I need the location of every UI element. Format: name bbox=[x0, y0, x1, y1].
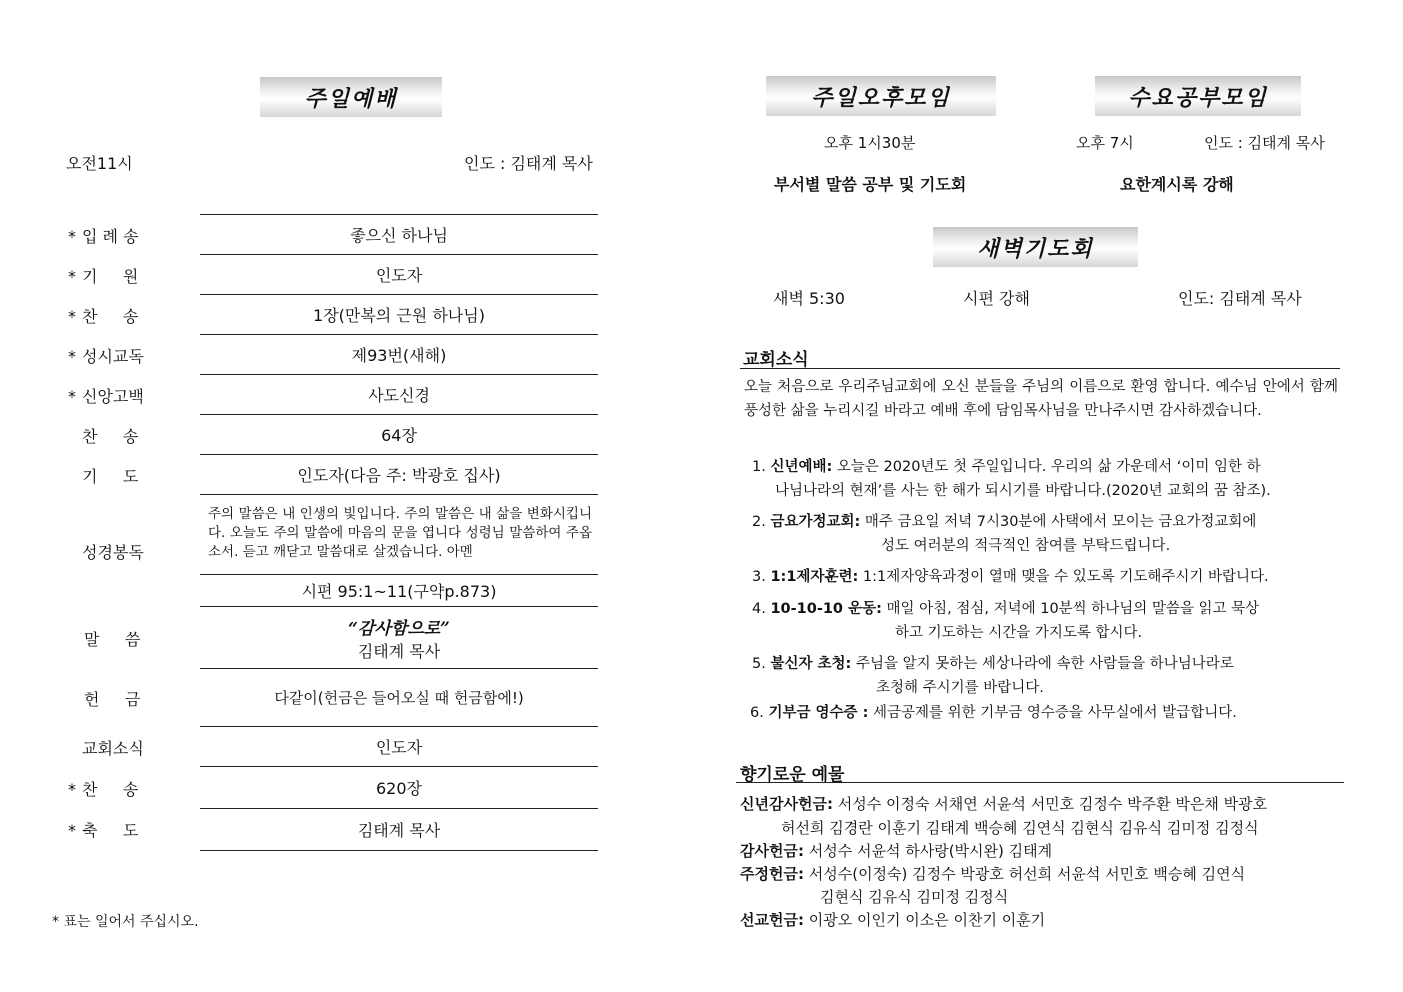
service-value: 좋으신 하나님 bbox=[350, 226, 448, 245]
service-value: 인도자 bbox=[375, 266, 423, 285]
closing-hymn-row bbox=[200, 766, 598, 808]
sunday-worship-banner: 주일예배 bbox=[260, 77, 442, 117]
worship-time: 오전11시 bbox=[66, 154, 133, 173]
service-value: 1장(만복의 근원 하나님) bbox=[313, 306, 485, 325]
weekly-offering: 주정헌금: 서성수(이정숙) 김정수 박광호 허선희 서윤석 서민호 백승혜 김연식 bbox=[740, 865, 1246, 883]
church-news-intro: 오늘 처음으로 우리주님교회에 오신 분들을 주님의 이름으로 환영 합니다. 예수님 안에서 함께 풍성한 삶을 누리시길 바라고 예배 후에 담임목사님을 만나주시면 감사하겠습니다. bbox=[744, 379, 1338, 419]
service-row bbox=[200, 214, 598, 254]
benediction-value: 김태계 목사 bbox=[357, 821, 441, 840]
reading-prayer-text: 주의 말씀은 내 인생의 빛입니다. 주의 말씀은 내 삶을 변화시킵니다. 오늘도 주의 말씀에 마음의 문을 엽니다 성령님 말씀하여 주옵소서. 듣고 깨닫고 말씀대로 살겠습니다. 아멘 bbox=[208, 506, 592, 560]
service-row bbox=[200, 414, 598, 454]
service-label: 기 도 bbox=[82, 467, 139, 486]
closing-hymn-value: 620장 bbox=[376, 779, 422, 798]
sunday-afternoon-banner: 주일오후모임 bbox=[766, 76, 996, 116]
standing-footnote: * 표는 일어서 주십시오. bbox=[52, 914, 199, 930]
sermon-title: “감사함으로” bbox=[348, 618, 450, 639]
weekly-offering-continued: 김현식 김유식 김미정 김정식 bbox=[820, 888, 1009, 906]
news-item: 1. 신년예배: 오늘은 2020년도 첫 주일입니다. 우리의 삶 가운데서 ‘이미 임한 하 bbox=[752, 459, 1261, 475]
news-value: 인도자 bbox=[375, 738, 423, 757]
wednesday-leader: 인도 : 김태계 목사 bbox=[1204, 134, 1325, 152]
news-item: 4. 10-10-10 운동: 매일 아침, 점심, 저녁에 10분씩 하나님의 말씀을 읽고 묵상 bbox=[752, 601, 1260, 617]
news-item-continued: 초청해 주시기를 바랍니다. bbox=[876, 680, 1044, 696]
thanks-offering: 감사헌금: 서성수 서윤석 하사랑(박시완) 김태계 bbox=[740, 842, 1053, 860]
news-item: 6. 기부금 영수증 : 세금공제를 위한 기부금 영수증을 사무실에서 발급합니다. bbox=[750, 705, 1237, 721]
reading-ref-row bbox=[200, 574, 598, 606]
dawn-time: 새벽 5:30 bbox=[773, 289, 845, 308]
new-year-offering: 신년감사헌금: 서성수 이정숙 서채연 서윤석 서민호 김정수 박주환 박은채 박광호 bbox=[740, 795, 1268, 813]
service-value: 인도자(다음 주: 박광호 집사) bbox=[297, 466, 501, 485]
service-value: 제93번(새해) bbox=[351, 346, 447, 365]
church-news-title: 교회소식 bbox=[743, 350, 809, 370]
sermon-label: 말 씀 bbox=[84, 630, 141, 649]
benediction-row bbox=[200, 808, 598, 850]
afternoon-time: 오후 1시30분 bbox=[824, 134, 916, 152]
wednesday-desc: 요한계시록 강해 bbox=[1120, 175, 1234, 194]
wednesday-time: 오후 7시 bbox=[1076, 134, 1134, 152]
dawn-prayer-banner: 새벽기도회 bbox=[933, 227, 1138, 267]
service-label: * 성시교독 bbox=[68, 347, 144, 366]
sermon-preacher: 김태계 목사 bbox=[357, 641, 441, 661]
news-item-continued: 나님나라의 현재’를 사는 한 해가 되시기를 바랍니다.(2020년 교회의 꿈 참조). bbox=[775, 483, 1271, 499]
news-row bbox=[200, 726, 598, 766]
offering-value: 다같이(헌금은 들어오실 때 헌금함에!) bbox=[274, 689, 524, 707]
news-item-continued: 하고 기도하는 시간을 가지도록 합시다. bbox=[895, 625, 1143, 641]
wednesday-study-banner: 수요공부모임 bbox=[1095, 76, 1301, 116]
service-label: * 찬 송 bbox=[68, 307, 139, 326]
worship-leader: 인도 : 김태계 목사 bbox=[464, 154, 593, 173]
reading-reference: 시편 95:1~11(구약p.873) bbox=[301, 582, 497, 601]
offerings-rule bbox=[736, 782, 1344, 783]
service-label: 찬 송 bbox=[82, 427, 139, 446]
offering-row bbox=[200, 668, 598, 726]
service-label: * 기 원 bbox=[68, 267, 139, 286]
service-row bbox=[200, 254, 598, 294]
service-row bbox=[200, 374, 598, 414]
offerings-title: 향기로운 예물 bbox=[740, 765, 845, 785]
service-label: * 입 례 송 bbox=[68, 227, 139, 246]
offering-label: 헌 금 bbox=[84, 690, 141, 709]
closing-hymn-label: * 찬 송 bbox=[68, 780, 139, 799]
church-news-rule bbox=[740, 368, 1340, 369]
benediction-label: * 축 도 bbox=[68, 821, 139, 840]
news-item: 3. 1:1제자훈련: 1:1제자양육과정이 열매 맺을 수 있도록 기도해주시기 바랍니다. bbox=[752, 569, 1269, 585]
service-row bbox=[200, 334, 598, 374]
news-item: 5. 불신자 초청: 주님을 알지 못하는 세상나라에 속한 사람들을 하나님나라로 bbox=[752, 656, 1234, 672]
afternoon-desc: 부서별 말씀 공부 및 기도회 bbox=[774, 175, 967, 194]
service-label: * 신앙고백 bbox=[68, 387, 144, 406]
dawn-desc: 시편 강해 bbox=[963, 289, 1030, 308]
service-value: 64장 bbox=[381, 426, 417, 445]
news-item: 2. 금요가정교회: 매주 금요일 저녁 7시30분에 사택에서 모이는 금요가정교회에 bbox=[752, 514, 1257, 530]
news-label: 교회소식 bbox=[82, 739, 144, 758]
service-row bbox=[200, 454, 598, 494]
news-item-continued: 성도 여러분의 적극적인 참여를 부탁드립니다. bbox=[881, 538, 1171, 554]
sermon-row bbox=[200, 606, 598, 668]
service-row bbox=[200, 294, 598, 334]
table-bottom-rule bbox=[200, 850, 598, 851]
new-year-offering-continued: 허선희 김경란 이훈기 김태계 백승혜 김연식 김현식 김유식 김미정 김정식 bbox=[781, 819, 1259, 837]
mission-offering: 선교헌금: 이광오 이인기 이소은 이찬기 이훈기 bbox=[740, 911, 1046, 929]
reading-label: 성경봉독 bbox=[82, 543, 144, 562]
service-value: 사도신경 bbox=[368, 386, 430, 405]
dawn-leader: 인도: 김태계 목사 bbox=[1178, 289, 1302, 308]
